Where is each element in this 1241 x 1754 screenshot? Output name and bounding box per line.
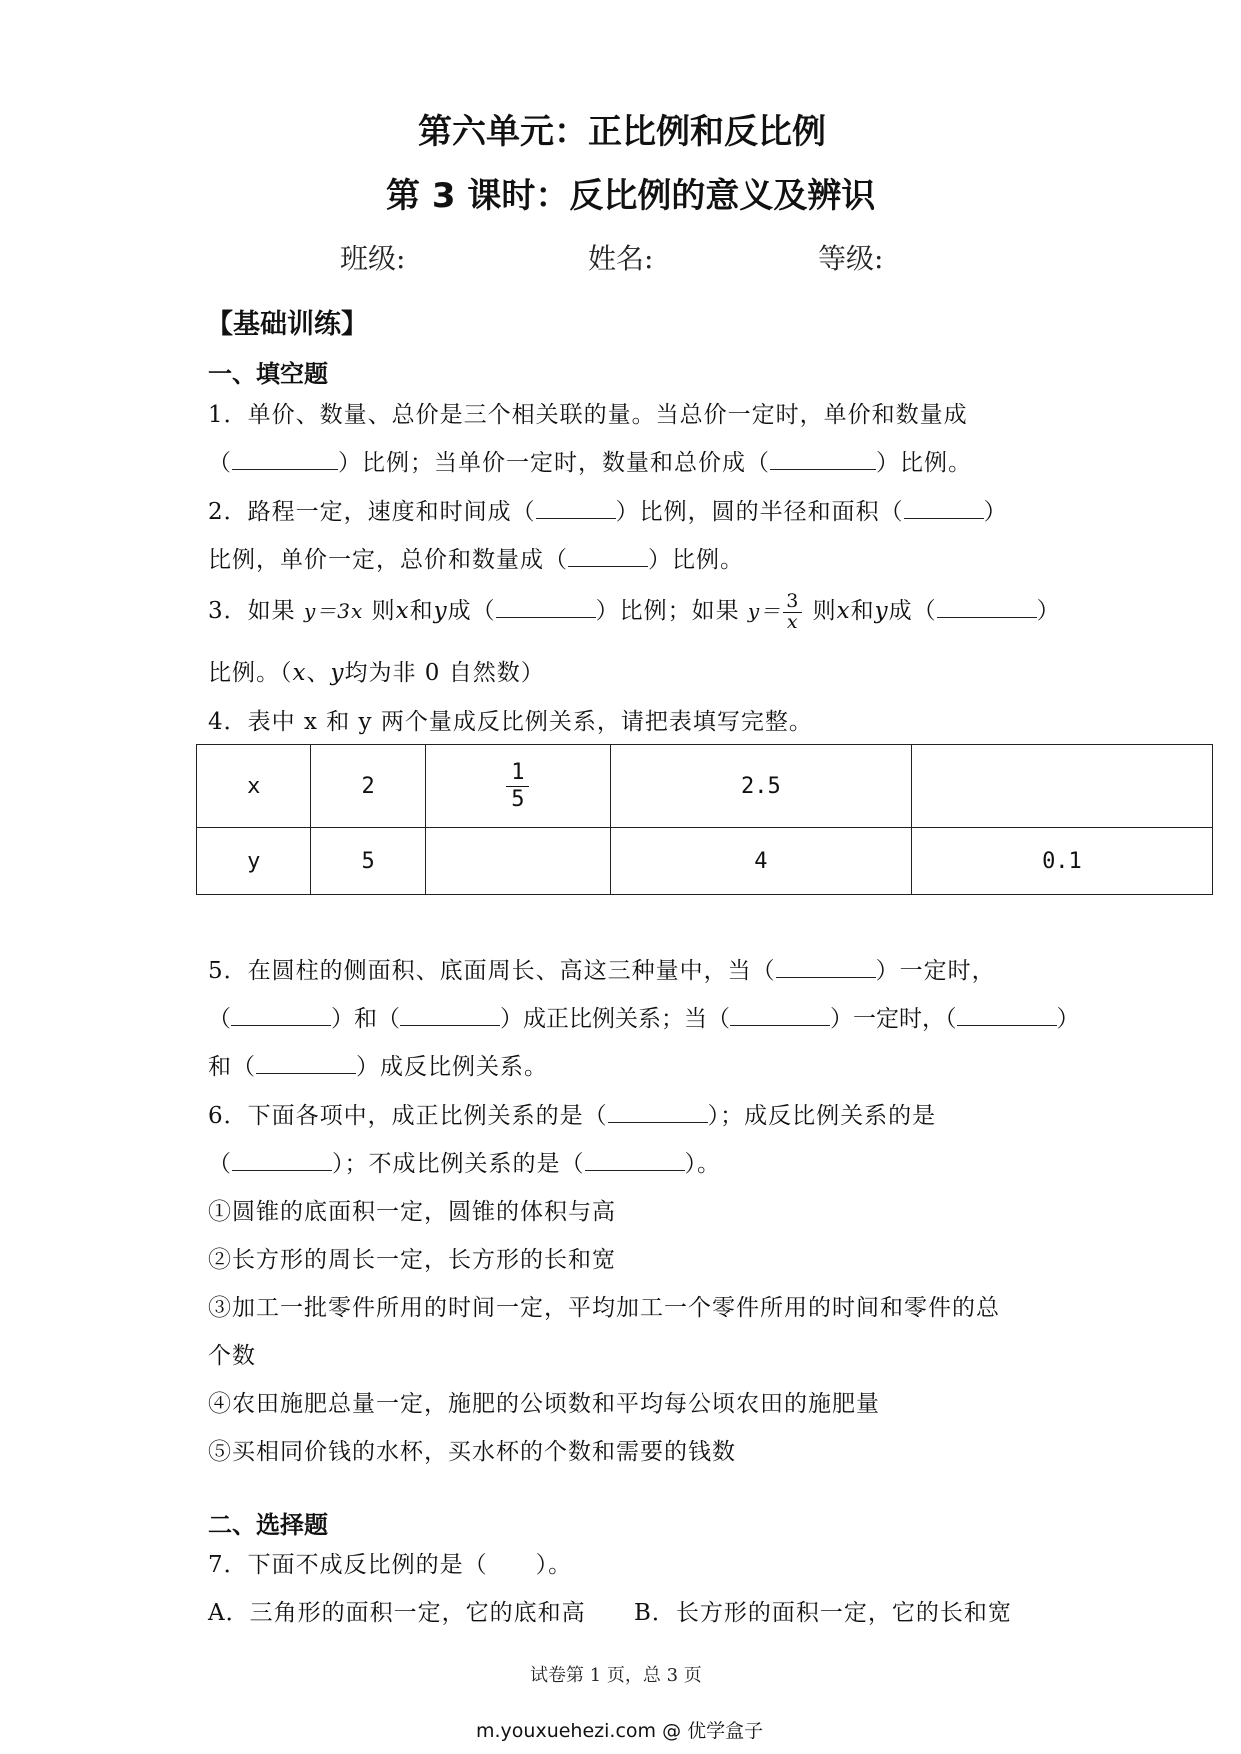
text-segment: ）和（: [331, 1006, 400, 1032]
answer-blank[interactable]: [770, 450, 876, 470]
text-segment: 比例，单价一定，总价和数量成（: [208, 547, 568, 573]
text-segment: 成（: [447, 598, 496, 624]
inverse-proportion-table: [196, 744, 1213, 895]
page-title: 第六单元：正比例和反比例: [418, 112, 826, 152]
answer-blank[interactable]: [232, 450, 338, 470]
fraction-numerator: 1: [506, 760, 529, 786]
text-segment: ）比例，圆的半径和面积（: [615, 499, 904, 525]
answer-blank[interactable]: [496, 598, 596, 618]
text-segment: ）: [1036, 598, 1061, 624]
text-segment: ）。: [684, 1151, 721, 1177]
text-segment: 比例。（: [208, 660, 293, 686]
answer-blank[interactable]: [585, 1151, 685, 1171]
text-segment: ）比例；如果: [595, 598, 740, 624]
equation-inverse-lhs: y＝: [747, 599, 782, 623]
var-x: x: [836, 598, 851, 624]
answer-blank[interactable]: [536, 499, 616, 519]
answer-blank[interactable]: [231, 1006, 331, 1026]
text-segment: ）比例；当单价一定时，数量和总价成（: [338, 450, 770, 476]
equation-inverse-fraction: [783, 589, 802, 633]
var-y: y: [433, 598, 448, 624]
table-cell: x: [197, 745, 311, 828]
question-2-line-1: [208, 493, 1008, 526]
table-cell-blank[interactable]: [425, 828, 610, 895]
question-1-line-1: 1．单价、数量、总价是三个相关联的量。当总价一定时，单价和数量成: [208, 402, 968, 428]
table-cell: 4: [610, 828, 911, 895]
text-segment: ）一定时，（: [830, 1006, 957, 1032]
text-segment: 和: [850, 598, 875, 624]
question-2-line-2: [208, 541, 744, 574]
text-segment: ）；成反比例关系的是: [707, 1103, 937, 1129]
var-x: x: [395, 598, 410, 624]
table-cell: y: [197, 828, 311, 895]
answer-blank[interactable]: [957, 1006, 1057, 1026]
text-segment: ）成反比例关系。: [356, 1054, 548, 1080]
question-6-line-1: [208, 1097, 936, 1130]
fraction: [506, 760, 529, 812]
equation-direct: y＝3x: [303, 599, 364, 623]
table-cell: 2: [311, 745, 425, 828]
text-segment: 、: [306, 660, 331, 686]
site-watermark: m.youxuehezi.com @ 优学盒子: [476, 1720, 764, 1742]
answer-blank[interactable]: [256, 1054, 356, 1074]
text-segment: 则: [371, 598, 396, 624]
text-segment: ）比例。: [876, 450, 972, 476]
choice-section-heading: 二、选择题: [208, 1511, 328, 1539]
answer-blank[interactable]: [232, 1151, 332, 1171]
var-y: y: [874, 598, 889, 624]
text-segment: 和（: [208, 1054, 256, 1080]
answer-blank[interactable]: [568, 547, 648, 567]
question-5-line-2: [208, 1000, 1080, 1033]
table-row: [197, 745, 1213, 828]
question-4-text: 4．表中 x 和 y 两个量成反比例关系，请把表填写完整。: [208, 709, 813, 735]
table-row: [197, 828, 1213, 895]
question-7-option-a[interactable]: A．三角形的面积一定，它的底和高: [208, 1600, 586, 1626]
text-segment: 则: [812, 598, 837, 624]
table-cell-blank[interactable]: [911, 745, 1212, 828]
question-6-item-3-cont: 个数: [208, 1343, 256, 1369]
fraction-denominator: 5: [511, 786, 525, 812]
fraction-denominator: x: [786, 610, 799, 633]
question-6-item-5: ⑤买相同价钱的水杯，买水杯的个数和需要的钱数: [208, 1439, 736, 1465]
text-segment: 3．如果: [208, 598, 296, 624]
question-7-stem: 7．下面不成反比例的是（ ）。: [208, 1552, 573, 1578]
page-number-footer: 试卷第 1 页，总 3 页: [530, 1665, 702, 1686]
table-cell: 0.1: [911, 828, 1212, 895]
text-segment: 均为非 0 自然数）: [344, 660, 545, 686]
text-segment: 5．在圆柱的侧面积、底面周长、高这三种量中，当（: [208, 958, 776, 984]
text-segment: 成（: [888, 598, 937, 624]
question-5-line-1: [208, 952, 996, 985]
text-segment: ）: [983, 499, 1008, 525]
question-6-line-2: [208, 1145, 721, 1178]
text-segment: （: [208, 450, 232, 476]
lesson-subtitle: 第 3 课时：反比例的意义及辨识: [386, 176, 876, 216]
class-label: 班级:: [340, 242, 406, 275]
text-segment: （: [208, 1151, 232, 1177]
question-6-item-2: ②长方形的周长一定，长方形的长和宽: [208, 1247, 616, 1273]
question-3-line-2: [208, 654, 545, 687]
table-cell: 2.5: [610, 745, 911, 828]
answer-blank[interactable]: [730, 1006, 830, 1026]
text-segment: 2．路程一定，速度和时间成（: [208, 499, 536, 525]
answer-blank[interactable]: [608, 1103, 708, 1123]
text-segment: 6．下面各项中，成正比例关系的是（: [208, 1103, 608, 1129]
text-segment: （: [208, 1006, 231, 1032]
answer-blank[interactable]: [776, 958, 876, 978]
question-7-option-b[interactable]: B．长方形的面积一定，它的长和宽: [634, 1600, 1012, 1626]
fill-in-section-heading: 一、填空题: [208, 360, 328, 388]
var-y: y: [330, 660, 345, 686]
grade-label: 等级:: [818, 242, 884, 275]
answer-blank[interactable]: [400, 1006, 500, 1026]
basic-training-heading: 【基础训练】: [206, 309, 368, 340]
question-1-line-2: [208, 444, 972, 477]
question-6-item-3: ③加工一批零件所用的时间一定，平均加工一个零件所用的时间和零件的总: [208, 1295, 1000, 1321]
name-label: 姓名:: [588, 242, 654, 275]
question-3-line-1: [208, 586, 1061, 636]
text-segment: ）；不成比例关系的是（: [332, 1151, 585, 1177]
var-x: x: [292, 660, 307, 686]
answer-blank[interactable]: [904, 499, 984, 519]
text-segment: ）比例。: [648, 547, 744, 573]
table-cell: 5: [311, 828, 425, 895]
text-segment: ）: [1056, 1006, 1080, 1032]
fraction-numerator: 3: [783, 592, 802, 613]
answer-blank[interactable]: [937, 598, 1037, 618]
text-segment: ）成正比例关系；当（: [500, 1006, 730, 1032]
question-6-item-1: ①圆锥的底面积一定，圆锥的体积与高: [208, 1199, 616, 1225]
question-6-item-4: ④农田施肥总量一定，施肥的公顷数和平均每公顷农田的施肥量: [208, 1391, 880, 1417]
table-cell-fraction: [425, 745, 610, 828]
text-segment: ）一定时，: [875, 958, 996, 984]
text-segment: 和: [409, 598, 434, 624]
question-5-line-3: [208, 1048, 548, 1081]
